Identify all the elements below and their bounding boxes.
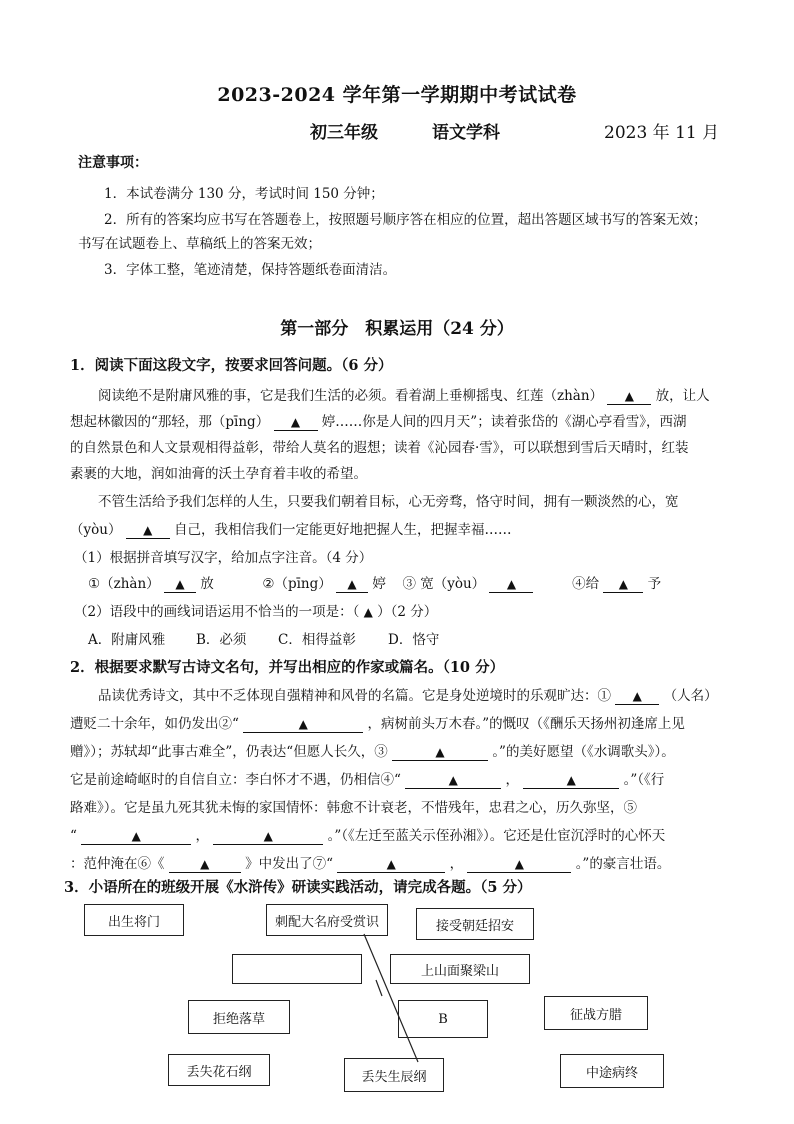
answer-mark: ▲ [175, 577, 185, 591]
note-item: 3．字体工整，笔迹清楚，保持答题纸卷面清洁。 [104, 262, 397, 278]
q2-text: 。”（《行 [623, 772, 665, 788]
q2-text: 遭贬二十余年，如仍发出②“ [70, 716, 239, 732]
q1-sub2-text: ）（2 分） [377, 604, 438, 620]
fill-2-label: ②（pīng） [262, 576, 332, 592]
diagram-box: 拒绝落草 [188, 1000, 290, 1034]
note-item: 书写在试题卷上、草稿纸上的答案无效； [78, 236, 321, 252]
subject-label: 语文学科 [432, 123, 500, 143]
answer-mark: ▲ [290, 415, 301, 429]
question-3-stem: 3．小语所在的班级开展《水浒传》研读实践活动，请完成各题。（5 分） [64, 879, 532, 896]
answer-mark: ▲ [143, 523, 153, 537]
diagram-box: 征战方腊 [544, 996, 648, 1030]
q2-text: ，病树前头万木春。”的慨叹（《酬乐天扬州初逢席上见 [367, 716, 685, 732]
option-b[interactable]: B．必须 [196, 632, 247, 648]
answer-mark: ▲ [448, 773, 458, 787]
diagram-box: 接受朝廷招安 [416, 908, 534, 940]
fill-2-suffix: 婷 [372, 576, 386, 592]
q2-text: 。”（《左迁至蓝关示侄孙湘》）。它还是仕宦沉浮时的心怀天 [327, 828, 666, 844]
q2-text: ：范仲淹在⑥《 [70, 856, 165, 872]
q2-text: ， [195, 828, 209, 844]
q1-passage-line: 不管生活给予我们怎样的人生，只要我们朝着目标，心无旁骛，恪守时间，拥有一颗淡然的心，宽 [98, 494, 679, 510]
q2-text: ， [449, 856, 464, 872]
answer-mark: ▲ [298, 717, 308, 731]
answer-mark: ▲ [200, 857, 210, 871]
q2-text: ， [505, 772, 519, 788]
q1-passage-line: 素裹的大地，润如油膏的沃土孕育着丰收的希望。 [70, 466, 367, 482]
note-item: 2．所有的答案均应书写在答题卷上，按照题号顺序答在相应的位置，超出答题区域书写的答案无效； [104, 212, 707, 228]
answer-mark: ▲ [386, 857, 396, 871]
fill-1-suffix: 放 [200, 576, 214, 592]
answer-mark: ▲ [624, 389, 634, 403]
q1-sub1: （1）根据拼音填写汉字，给加点字注音。（4 分） [74, 550, 373, 566]
answer-mark: ▲ [618, 577, 628, 591]
answer-mark: ▲ [263, 829, 273, 843]
option-d[interactable]: D．恪守 [388, 632, 440, 648]
q2-text: 品读优秀诗文，其中不乏体现自强精神和风骨的名篇。它是身处逆境时的乐观旷达：① [98, 688, 611, 704]
diagram-box: 中途病终 [560, 1054, 664, 1088]
notes-heading: 注意事项： [78, 155, 148, 171]
grade-label: 初三年级 [310, 123, 378, 143]
q1-sub2-text: （2）语段中的画线词语运用不恰当的一项是：（ [74, 604, 360, 620]
fill-1-label: ①（zhàn） [88, 576, 160, 592]
option-c[interactable]: C．相得益彰 [278, 632, 356, 648]
q2-text: （人名） [663, 688, 718, 704]
diagram-box-b[interactable]: B [398, 1000, 488, 1038]
answer-mark: ▲ [347, 577, 357, 591]
q1-text: 阅读绝不是附庸风雅的事，它是我们生活的必须。看着湖上垂柳摇曳、红莲（zhàn） [98, 388, 604, 404]
answer-mark: ▲ [632, 689, 642, 703]
fill-4-label: ④给 [572, 576, 600, 592]
answer-mark: ▲ [363, 605, 373, 619]
note-item: 1．本试卷满分 130 分，考试时间 150 分钟； [104, 186, 384, 202]
answer-mark: ▲ [435, 745, 445, 759]
q1-text: 想起林徽因的“那轻，那（pīng） [70, 414, 270, 430]
q2-text: 赠》）；苏轼却“此事古难全”，仍表达“但愿人长久，③ [70, 744, 388, 760]
answer-mark: ▲ [566, 773, 576, 787]
q1-text: 放，让人 [655, 388, 710, 404]
answer-mark: ▲ [506, 577, 517, 591]
connector-line [376, 980, 382, 996]
q2-text: 。”的美好愿望（《水调歌头》）。 [492, 744, 675, 760]
q1-text: （yòu） [70, 522, 122, 538]
diagram-box: 出生将门 [84, 904, 184, 936]
diagram-box: 刺配大名府受赏识 [266, 904, 388, 936]
exam-date: 2023 年 11 月 [604, 123, 720, 143]
option-a[interactable]: A．附庸风雅 [88, 632, 166, 648]
question-2-stem: 2．根据要求默写古诗文名句，并写出相应的作家或篇名。（10 分） [70, 659, 505, 676]
exam-title: 2023-2024 学年第一学期期中考试试卷 [217, 84, 577, 106]
q1-text: 婷……你是人间的四月天”；读着张岱的《湖心亭看雪》，西湖 [321, 414, 687, 430]
diagram-box: 丢失花石纲 [168, 1054, 270, 1086]
diagram-box: 上山面聚梁山 [390, 954, 530, 984]
q2-text: 它是前途崎岖时的自信自立：李白怀才不遇，仍相信④“ [70, 772, 401, 788]
section-title: 第一部分 积累运用（24 分） [280, 319, 514, 339]
q2-text: “ [70, 828, 77, 844]
q2-text: 》中发出了⑦“ [245, 856, 333, 872]
answer-mark: ▲ [131, 829, 141, 843]
q1-text: 自己，我相信我们一定能更好地把握人生，把握幸福…… [174, 522, 512, 538]
fill-3-label: ③ 宽（yòu） [402, 576, 486, 592]
q2-line: 路难》）。它是虽九死其犹未悔的家国情怀：韩愈不计衰老，不惜残年，忠君之心，历久弥坚，⑤ [70, 800, 637, 816]
fill-4-suffix: 予 [647, 576, 662, 592]
diagram-box: 丢失生辰纲 [344, 1058, 444, 1092]
answer-mark: ▲ [514, 857, 524, 871]
diagram-box-blank[interactable] [232, 954, 362, 984]
q2-text: 。”的豪言壮语。 [575, 856, 671, 872]
q1-passage-line: 的自然景色和人文景观相得益彰，带给人莫名的遐想；读着《沁园春·雪》，可以联想到雪后天晴时，红装 [70, 440, 689, 456]
question-1-stem: 1．阅读下面这段文字，按要求回答问题。（6 分） [70, 357, 393, 374]
